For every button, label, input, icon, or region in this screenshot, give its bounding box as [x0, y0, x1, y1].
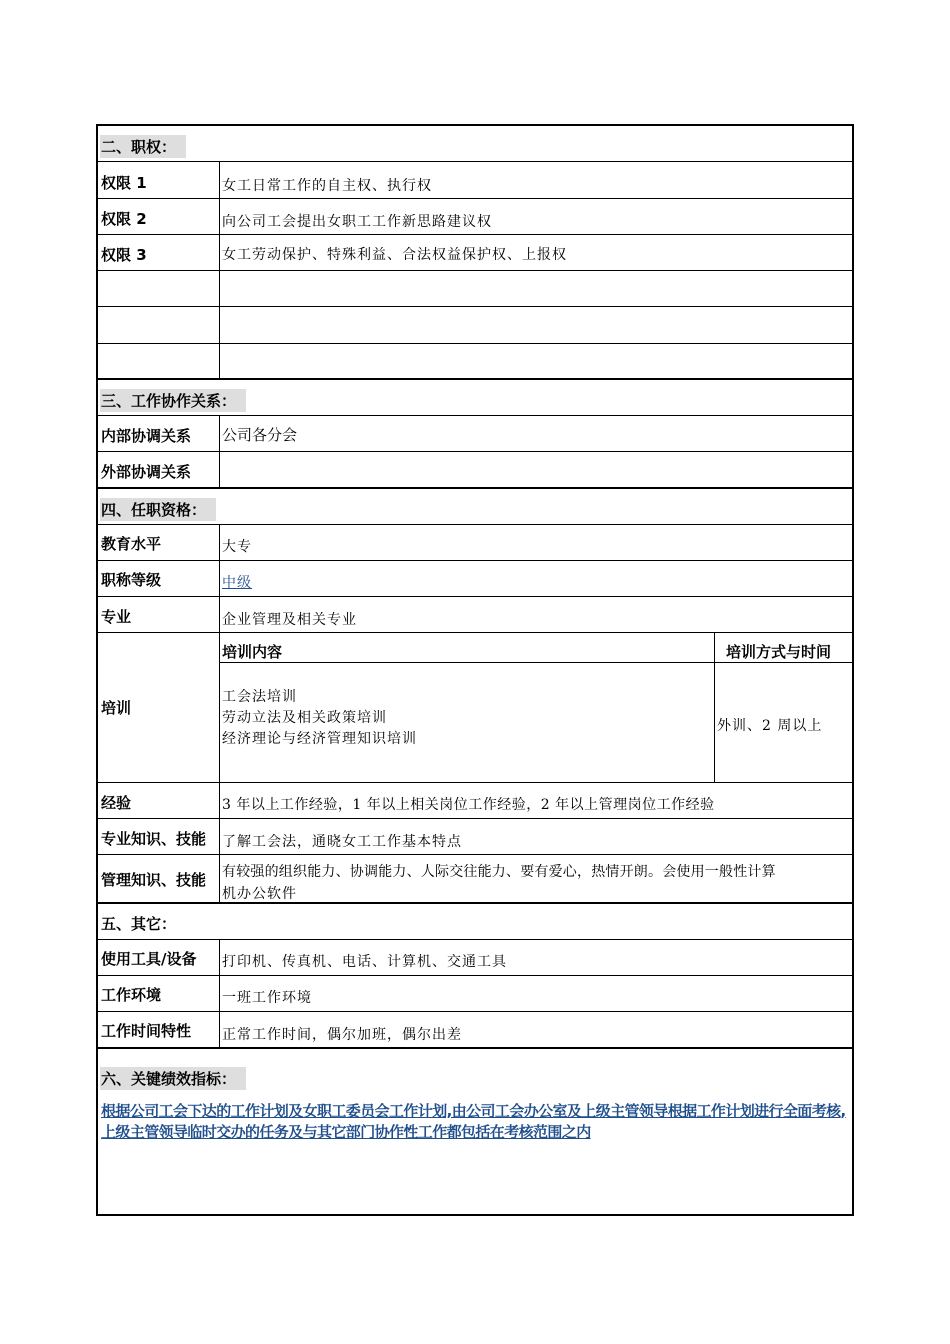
- section-title-others: 五、其它：: [101, 915, 177, 933]
- divider: [220, 662, 852, 663]
- tools-value: 打印机、传真机、电话、计算机、交通工具: [222, 954, 507, 970]
- skill-label: 专业知识、技能: [101, 830, 207, 848]
- skill-value: 了解工会法，通晓女工工作基本特点: [222, 834, 462, 850]
- column-divider: [219, 939, 220, 1047]
- tools-label: 使用工具/设备: [101, 950, 197, 968]
- training-label: 培训: [101, 699, 132, 717]
- training-method-header: 培训方式与时间: [726, 643, 832, 661]
- divider: [98, 596, 852, 597]
- major-value: 企业管理及相关专业: [222, 612, 357, 628]
- internal-relations-value: 公司各分会: [222, 426, 298, 444]
- title-level-label: 职称等级: [101, 571, 162, 589]
- training-item: 劳动立法及相关政策培训: [222, 710, 387, 726]
- section-title-authority: 二、职权：: [100, 135, 186, 158]
- divider: [98, 818, 852, 819]
- training-item: 工会法培训: [222, 689, 297, 705]
- authority-2-label: 权限 2: [101, 210, 147, 228]
- divider: [98, 524, 852, 525]
- divider: [98, 939, 852, 940]
- divider: [98, 782, 852, 783]
- training-method-value: 外训、2 周以上: [717, 718, 823, 734]
- divider: [98, 378, 852, 380]
- section-title-qualifications: 四、任职资格：: [100, 498, 216, 521]
- environment-label: 工作环境: [101, 986, 162, 1004]
- kpi-description-link[interactable]: 根据公司工会下达的工作计划及女职工委员会工作计划,由公司工会办公室及上级主管领导根据工作计划进行全面考核,上级主管领导临时交办的任务及与其它部门协作性工作都包括在考核范围之内: [101, 1102, 846, 1141]
- work-time-label: 工作时间特性: [101, 1022, 192, 1040]
- column-divider: [219, 161, 220, 378]
- experience-value: 3 年以上工作经验，1 年以上相关岗位工作经验，2 年以上管理岗位工作经验: [222, 797, 715, 813]
- authority-1-label: 权限 1: [101, 174, 147, 192]
- divider: [98, 1011, 852, 1012]
- mgmt-skill-value-line2: 机办公软件: [222, 886, 297, 902]
- mgmt-skill-value-line1: 有较强的组织能力、协调能力、人际交往能力、要有爱心，热情开朗。会使用一般性计算: [222, 864, 776, 880]
- divider: [98, 306, 852, 307]
- divider: [98, 632, 852, 633]
- column-divider: [714, 632, 715, 782]
- divider: [98, 975, 852, 976]
- experience-label: 经验: [101, 794, 132, 812]
- training-item: 经济理论与经济管理知识培训: [222, 731, 417, 747]
- column-divider: [219, 524, 220, 902]
- mgmt-skill-label: 管理知识、技能: [101, 871, 207, 889]
- environment-value: 一班工作环境: [222, 990, 312, 1006]
- section-title-kpi: 六、关键绩效指标：: [100, 1067, 246, 1090]
- divider: [98, 234, 852, 235]
- education-label: 教育水平: [101, 535, 162, 553]
- column-divider: [219, 415, 220, 487]
- education-value: 大专: [222, 539, 252, 555]
- divider: [98, 487, 852, 489]
- divider: [98, 854, 852, 855]
- internal-relations-label: 内部协调关系: [101, 427, 192, 445]
- title-level-link[interactable]: 中级: [222, 575, 252, 591]
- divider: [98, 343, 852, 344]
- divider: [98, 560, 852, 561]
- authority-3-value: 女工劳动保护、特殊利益、合法权益保护权、上报权: [222, 247, 567, 263]
- external-relations-label: 外部协调关系: [101, 463, 192, 481]
- divider: [98, 198, 852, 199]
- divider: [98, 270, 852, 271]
- authority-1-value: 女工日常工作的自主权、执行权: [222, 178, 432, 194]
- work-time-value: 正常工作时间，偶尔加班，偶尔出差: [222, 1027, 462, 1043]
- authority-3-label: 权限 3: [101, 246, 147, 264]
- authority-2-value: 向公司工会提出女职工工作新思路建议权: [222, 214, 492, 230]
- training-content-header: 培训内容: [222, 643, 283, 661]
- divider: [98, 902, 852, 904]
- divider: [98, 1047, 852, 1049]
- job-description-form: [96, 124, 854, 1216]
- major-label: 专业: [101, 608, 132, 626]
- divider: [98, 451, 852, 452]
- divider: [98, 161, 852, 162]
- divider: [98, 415, 852, 416]
- section-title-relations: 三、工作协作关系：: [100, 389, 246, 412]
